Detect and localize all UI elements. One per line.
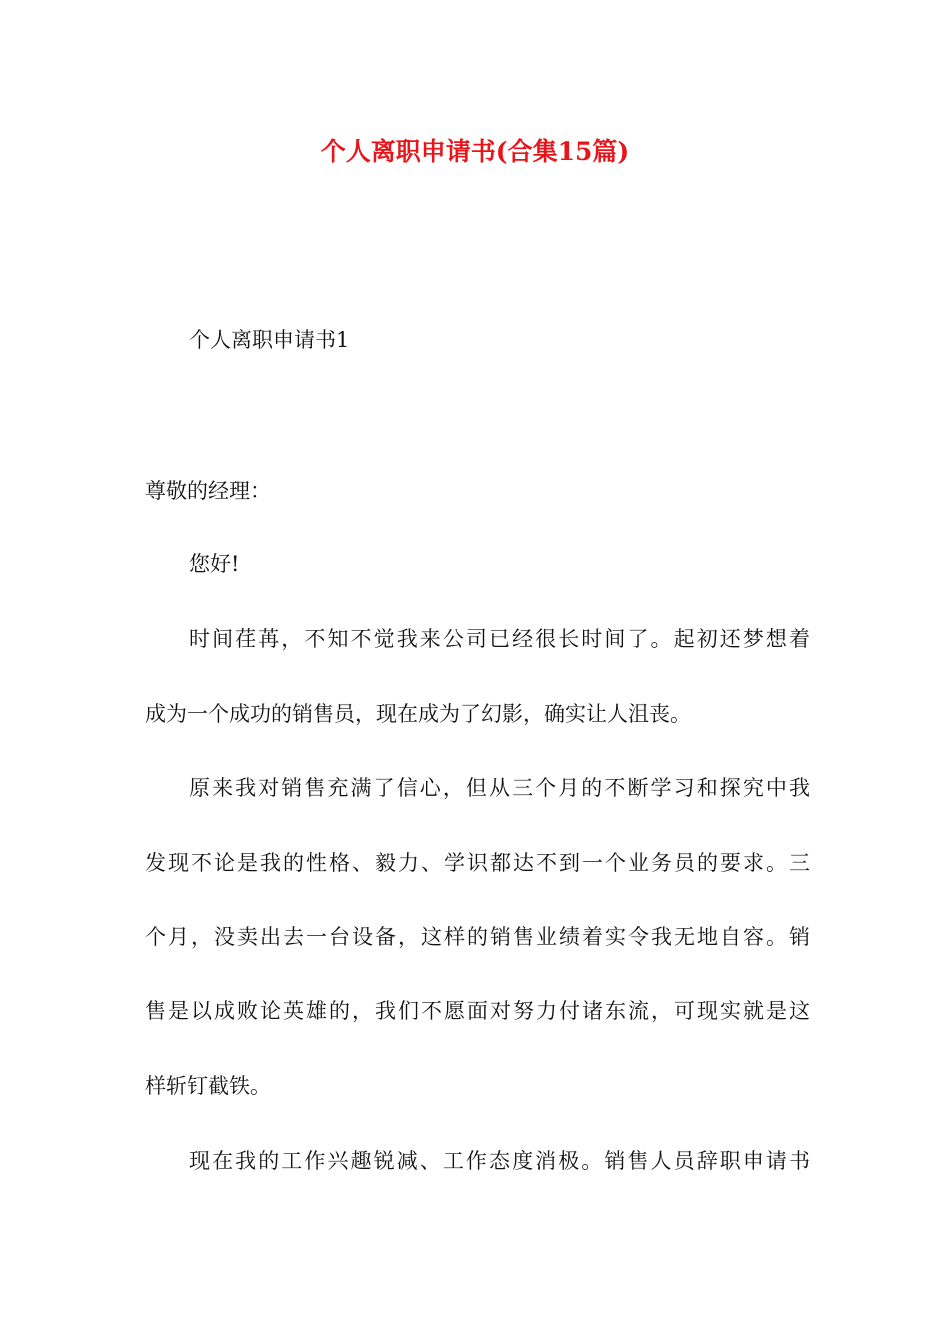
paragraph-line: 现在我的工作兴趣锐减、工作态度消极。销售人员辞职申请书 <box>189 1149 810 1173</box>
paragraph-line: 发现不论是我的性格、毅力、学识都达不到一个业务员的要求。三 <box>145 851 810 875</box>
document-title: 个人离职申请书(合集15篇) <box>320 137 630 166</box>
paragraph-line: 样斩钉截铁。 <box>145 1074 271 1098</box>
paragraph-line: 原来我对销售充满了信心，但从三个月的不断学习和探究中我 <box>189 776 810 800</box>
paragraph-line: 个月，没卖出去一台设备，这样的销售业绩着实令我无地自容。销 <box>145 925 810 949</box>
paragraph-line: 售是以成败论英雄的，我们不愿面对努力付诸东流，可现实就是这 <box>145 999 810 1023</box>
paragraph-line: 时间荏苒，不知不觉我来公司已经很长时间了。起初还梦想着 <box>189 627 810 651</box>
salutation: 尊敬的经理： <box>145 479 271 503</box>
section-heading: 个人离职申请书1 <box>189 328 350 352</box>
paragraph-line: 成为一个成功的销售员，现在成为了幻影，确实让人沮丧。 <box>145 702 691 726</box>
greeting: 您好! <box>189 552 240 576</box>
